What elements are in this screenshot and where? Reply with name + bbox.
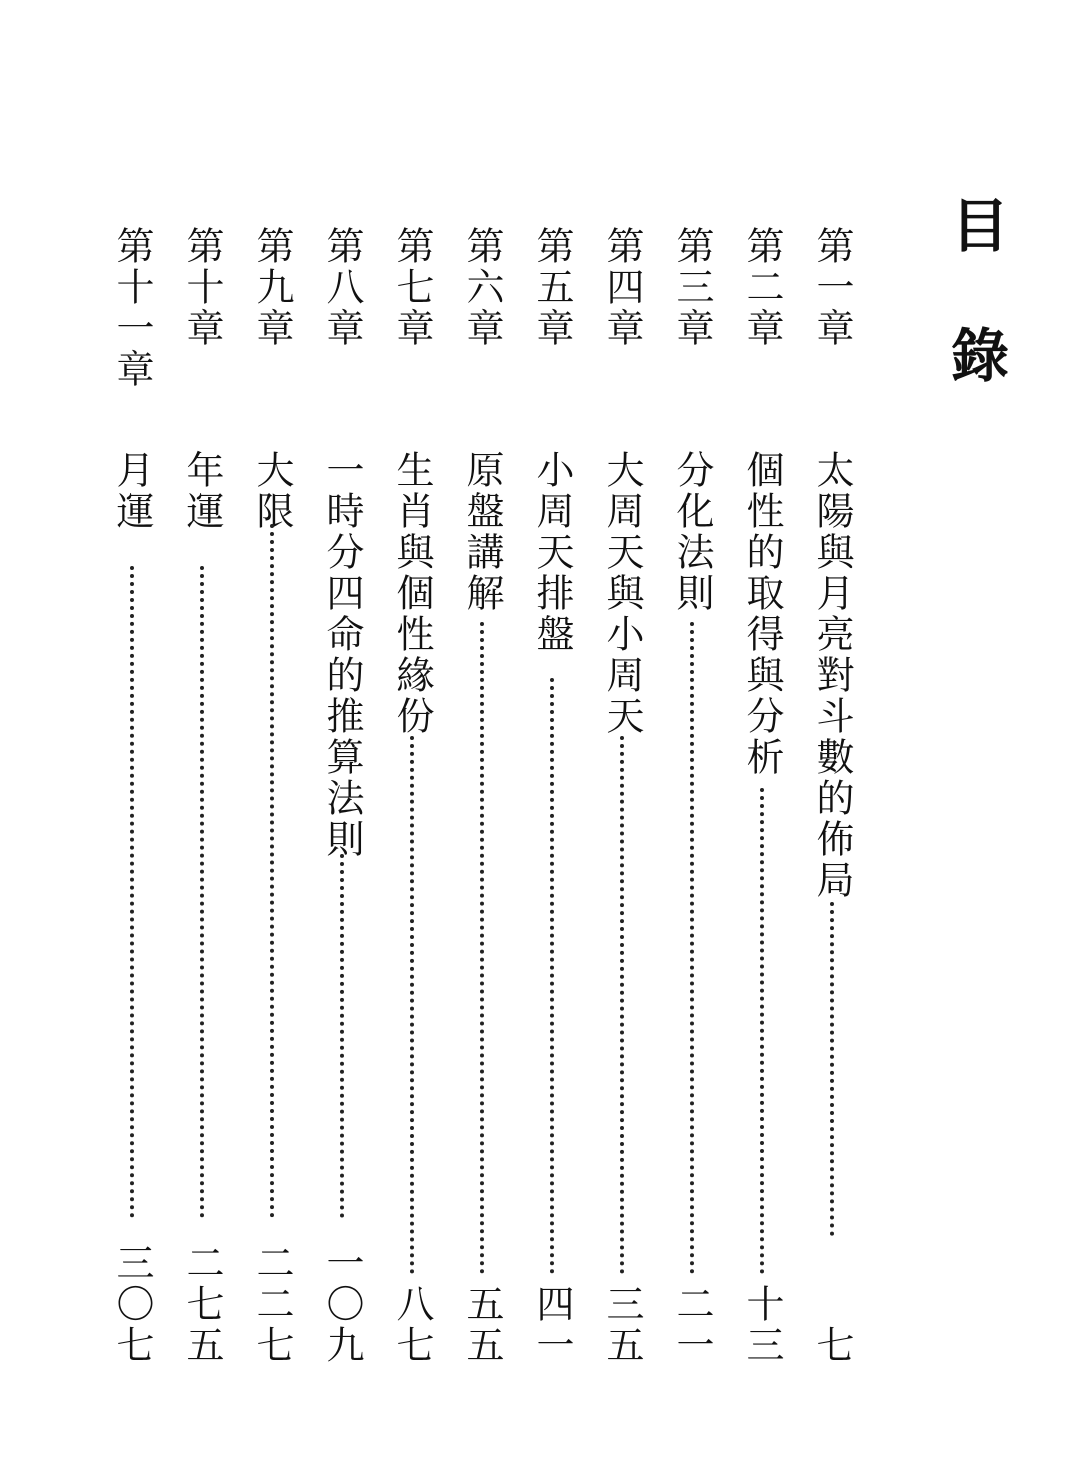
page-number: 十三 — [740, 1284, 784, 1366]
page-number: 二七五 — [180, 1243, 224, 1366]
toc-entry-9 — [244, 226, 300, 1366]
dot-leader — [620, 736, 624, 1274]
dot-leader — [200, 566, 204, 1218]
chapter-title: 個性的取得與分析 — [740, 450, 784, 778]
dot-leader — [270, 524, 274, 1218]
toc-entry-7 — [384, 226, 440, 1366]
page-number: 二一 — [670, 1284, 714, 1366]
chapter-label: 第十章 — [180, 226, 224, 349]
dot-leader — [690, 622, 694, 1274]
toc-entry-4 — [594, 226, 650, 1366]
toc-entry-1 — [804, 226, 860, 1366]
chapter-label: 第七章 — [390, 226, 434, 349]
page-number: 一〇九 — [320, 1243, 364, 1366]
page-number: 七 — [810, 1325, 854, 1366]
chapter-title: 一時分四命的推算法則 — [320, 450, 364, 860]
page-number: 五五 — [460, 1284, 504, 1366]
toc-entry-11 — [104, 226, 160, 1366]
chapter-title: 大限 — [250, 450, 294, 532]
dot-leader — [410, 736, 414, 1274]
dot-leader — [830, 902, 834, 1236]
chapter-title: 原盤講解 — [460, 450, 504, 614]
chapter-title: 太陽與月亮對斗數的佈局 — [810, 450, 854, 901]
dot-leader — [550, 678, 554, 1274]
toc-entry-2 — [734, 226, 790, 1366]
dot-leader — [340, 854, 344, 1218]
chapter-label: 第二章 — [740, 226, 784, 349]
page-number: 八七 — [390, 1284, 434, 1366]
toc-entry-6 — [454, 226, 510, 1366]
chapter-title: 分化法則 — [670, 450, 714, 614]
toc-heading-char-1: 目 — [950, 192, 1009, 260]
dot-leader — [480, 622, 484, 1274]
chapter-title: 生肖與個性緣份 — [390, 450, 434, 737]
toc-entry-8 — [314, 226, 370, 1366]
chapter-title: 年運 — [180, 450, 224, 532]
chapter-label: 第三章 — [670, 226, 714, 349]
dot-leader — [130, 566, 134, 1218]
page-number: 三五 — [600, 1284, 644, 1366]
chapter-title: 月運 — [110, 450, 154, 532]
toc-entry-3 — [664, 226, 720, 1366]
chapter-label: 第十一章 — [110, 226, 154, 390]
chapter-title: 大周天與小周天 — [600, 450, 644, 737]
chapter-label: 第五章 — [530, 226, 574, 349]
chapter-label: 第四章 — [600, 226, 644, 349]
page-number: 四一 — [530, 1284, 574, 1366]
page-number: 三〇七 — [110, 1243, 154, 1366]
chapter-title: 小周天排盤 — [530, 450, 574, 655]
chapter-label: 第八章 — [320, 226, 364, 349]
dot-leader — [760, 788, 764, 1274]
toc-heading-char-2: 錄 — [950, 322, 1009, 390]
toc-entry-5 — [524, 226, 580, 1366]
page-number: 二二七 — [250, 1243, 294, 1366]
toc-entry-10 — [174, 226, 230, 1366]
chapter-label: 第六章 — [460, 226, 504, 349]
chapter-label: 第一章 — [810, 226, 854, 349]
toc-heading — [940, 192, 1020, 396]
chapter-label: 第九章 — [250, 226, 294, 349]
